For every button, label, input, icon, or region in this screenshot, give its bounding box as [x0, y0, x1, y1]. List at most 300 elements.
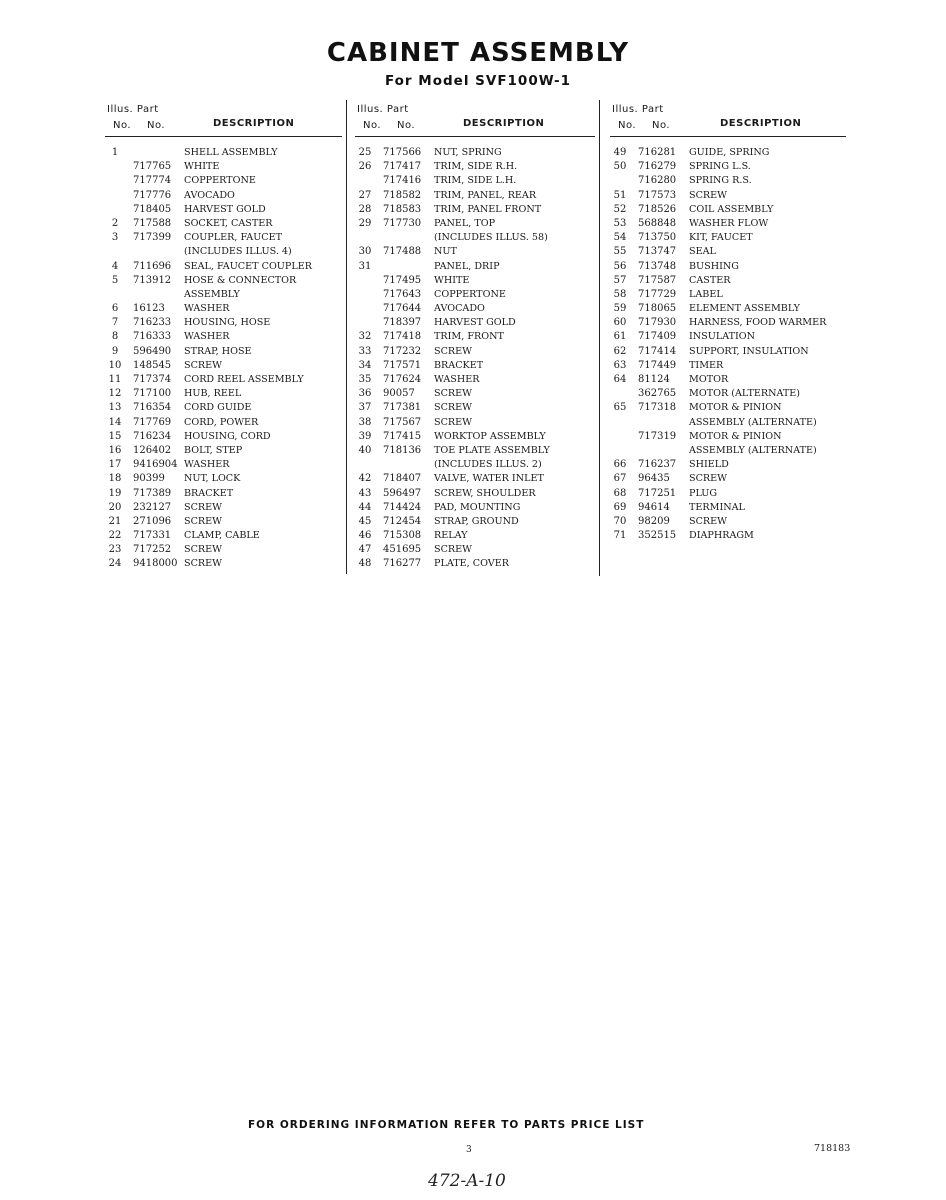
part-number: 715308 [383, 530, 422, 542]
part-number: 717252 [133, 544, 172, 556]
table-row [610, 345, 846, 359]
part-number: 232127 [133, 501, 172, 513]
illus-number: 45 [358, 515, 372, 527]
illus-number: 36 [358, 388, 372, 400]
header-part-no: No. [397, 120, 416, 131]
illus-number: 48 [358, 558, 372, 570]
part-number: 717588 [133, 217, 172, 229]
part-description: KIT, FAUCET [689, 232, 753, 244]
part-number: 717251 [638, 487, 677, 499]
part-number: 717774 [133, 175, 172, 187]
part-description: WASHER [184, 459, 230, 471]
part-description: NUT [434, 246, 457, 258]
illus-number: 65 [613, 402, 627, 414]
table-row [105, 529, 342, 543]
part-description: HUB, REEL [184, 388, 242, 400]
parts-column-1 [105, 100, 342, 572]
part-description: BOLT, STEP [184, 444, 243, 456]
table-row [355, 359, 595, 373]
part-description: ASSEMBLY [184, 288, 240, 300]
table-row [105, 330, 342, 344]
illus-number: 58 [613, 288, 627, 300]
part-description: TRIM, FRONT [434, 331, 504, 343]
table-row [610, 472, 846, 486]
part-description: ASSEMBLY (ALTERNATE) [689, 416, 817, 428]
table-row [610, 288, 846, 302]
illus-number: 10 [108, 359, 122, 371]
part-description: CORD REEL ASSEMBLY [184, 374, 304, 385]
table-header [105, 100, 342, 137]
illus-number: 60 [613, 317, 627, 329]
table-row [610, 458, 846, 472]
table-row [105, 444, 342, 458]
part-description: HOSE & CONNECTOR [184, 274, 297, 286]
part-number: 94614 [638, 501, 670, 513]
part-description: MOTOR [689, 374, 729, 385]
illus-number: 70 [613, 515, 627, 527]
table-row [355, 444, 595, 458]
part-description: NUT, SPRING [434, 147, 502, 158]
part-description: SCREW [434, 388, 473, 400]
table-row [610, 302, 846, 316]
header-part-no: No. [147, 120, 166, 131]
part-description: SEAL [689, 246, 716, 258]
table-row [355, 160, 595, 174]
part-number: 717232 [383, 345, 422, 357]
table-row [105, 458, 342, 472]
table-row [355, 288, 595, 302]
part-number: 98209 [638, 515, 670, 527]
part-number: 718136 [383, 444, 422, 456]
table-row [105, 401, 342, 415]
table-row [355, 330, 595, 344]
illus-number: 55 [613, 246, 627, 258]
illus-number: 47 [358, 544, 372, 556]
table-row [355, 203, 595, 217]
part-number: 717331 [133, 530, 172, 542]
table-row [610, 401, 846, 415]
illus-number: 1 [111, 147, 119, 158]
illus-number: 56 [613, 260, 627, 272]
part-description: INSULATION [689, 331, 756, 343]
illus-number: 22 [108, 530, 122, 542]
part-number: 714424 [383, 501, 422, 513]
part-description: MOTOR & PINION [689, 402, 782, 414]
part-description: ASSEMBLY (ALTERNATE) [689, 444, 817, 456]
part-number: 717624 [383, 374, 422, 385]
table-row [105, 543, 342, 557]
illus-number: 40 [358, 444, 372, 456]
part-number: 596497 [383, 487, 422, 499]
part-description: HOUSING, CORD [184, 430, 271, 442]
table-row [610, 146, 846, 160]
table-row [105, 345, 342, 359]
table-row [105, 430, 342, 444]
illus-number: 62 [613, 345, 627, 357]
part-description: (INCLUDES ILLUS. 58) [434, 232, 548, 244]
table-header [355, 100, 595, 137]
illus-number: 14 [108, 416, 122, 428]
part-number: 96435 [638, 473, 670, 485]
header-illus-part: Illus. Part [107, 104, 159, 115]
illus-number: 49 [613, 147, 627, 158]
illus-number: 15 [108, 430, 122, 442]
illus-number: 68 [613, 487, 627, 499]
parts-rows [105, 146, 342, 572]
table-row [610, 245, 846, 259]
part-description: COPPERTONE [184, 175, 256, 187]
table-row [610, 231, 846, 245]
part-description: MOTOR (ALTERNATE) [689, 388, 801, 400]
part-number: 717399 [133, 232, 172, 244]
illus-number: 34 [358, 359, 372, 371]
part-description: CORD, POWER [184, 416, 259, 428]
table-row [355, 472, 595, 486]
part-number: 81124 [638, 374, 670, 385]
parts-rows [355, 146, 595, 572]
table-row [610, 160, 846, 174]
header-illus-no: No. [113, 120, 132, 131]
illus-number: 29 [358, 217, 372, 229]
part-number: 90057 [383, 388, 415, 400]
table-row [105, 472, 342, 486]
part-number: 271096 [133, 515, 172, 527]
part-number: 9416904 [133, 459, 178, 471]
part-description: TIMER [689, 359, 724, 371]
part-number: 717643 [383, 288, 422, 300]
illus-number: 12 [108, 388, 122, 400]
table-row [355, 274, 595, 288]
part-number: 717587 [638, 274, 677, 286]
part-number: 718407 [383, 473, 422, 485]
part-number: 352515 [638, 530, 677, 542]
illus-number: 17 [108, 459, 122, 471]
part-number: 717415 [383, 430, 422, 442]
table-row [355, 401, 595, 415]
part-description: SCREW [184, 501, 223, 513]
part-description: SCREW [434, 416, 473, 428]
illus-number: 23 [108, 544, 122, 556]
part-number: 717769 [133, 416, 172, 428]
table-row [355, 189, 595, 203]
table-row [355, 515, 595, 529]
part-number: 126402 [133, 444, 172, 456]
part-number: 716234 [133, 430, 172, 442]
part-description: SHELL ASSEMBLY [184, 147, 278, 158]
table-row [610, 174, 846, 188]
illus-number: 8 [111, 331, 119, 343]
column-divider [346, 100, 347, 574]
part-number: 717495 [383, 274, 422, 286]
part-description: COIL ASSEMBLY [689, 203, 774, 215]
part-number: 717417 [383, 161, 422, 173]
illus-number: 44 [358, 501, 372, 513]
part-description: SUPPORT, INSULATION [689, 345, 809, 357]
part-number: 362765 [638, 388, 677, 400]
part-description: SHIELD [689, 459, 729, 471]
illus-number: 21 [108, 515, 122, 527]
part-number: 717488 [383, 246, 422, 258]
illus-number: 39 [358, 430, 372, 442]
part-description: CORD GUIDE [184, 402, 252, 414]
table-row [105, 160, 342, 174]
illus-number: 59 [613, 303, 627, 315]
table-row [610, 387, 846, 401]
table-row [610, 316, 846, 330]
table-row [355, 458, 595, 472]
part-number: 717449 [638, 359, 677, 371]
part-number: 718582 [383, 189, 422, 201]
part-description: GUIDE, SPRING [689, 147, 770, 158]
illus-number: 35 [358, 374, 372, 385]
table-row [105, 387, 342, 401]
illus-number: 67 [613, 473, 627, 485]
column-divider [599, 100, 600, 576]
part-description: STRAP, GROUND [434, 515, 519, 527]
illus-number: 66 [613, 459, 627, 471]
header-illus-no: No. [618, 120, 637, 131]
illus-number: 30 [358, 246, 372, 258]
part-description: WORKTOP ASSEMBLY [434, 430, 546, 442]
illus-number: 61 [613, 331, 627, 343]
part-description: TRIM, PANEL FRONT [434, 203, 542, 215]
part-description: PLATE, COVER [434, 558, 509, 570]
illus-number: 43 [358, 487, 372, 499]
table-row [105, 174, 342, 188]
page-title: CABINET ASSEMBLY [326, 38, 630, 68]
part-number: 718065 [638, 303, 677, 315]
part-description: TOE PLATE ASSEMBLY [434, 444, 550, 456]
illus-number: 2 [111, 217, 119, 229]
part-description: SCREW [689, 189, 728, 201]
page-number: 3 [466, 1145, 472, 1155]
part-number: 90399 [133, 473, 165, 485]
table-row [355, 501, 595, 515]
part-number: 717729 [638, 288, 677, 300]
illus-number: 53 [613, 217, 627, 229]
illus-number: 32 [358, 331, 372, 343]
part-description: SCREW [689, 473, 728, 485]
part-number: 713912 [133, 274, 172, 286]
illus-number: 42 [358, 473, 372, 485]
illus-number: 24 [108, 558, 122, 570]
table-row [105, 231, 342, 245]
table-row [610, 529, 846, 543]
part-number: 717571 [383, 359, 422, 371]
illus-number: 50 [613, 161, 627, 173]
illus-number: 71 [613, 530, 627, 542]
part-description: BRACKET [434, 359, 484, 371]
table-row [610, 359, 846, 373]
table-row [355, 245, 595, 259]
part-description: COPPERTONE [434, 288, 506, 300]
part-description: SEAL, FAUCET COUPLER [184, 260, 312, 272]
illus-number: 37 [358, 402, 372, 414]
illus-number: 11 [108, 374, 122, 385]
part-number: 713750 [638, 232, 677, 244]
part-description: TRIM, PANEL, REAR [434, 189, 537, 201]
table-row [105, 260, 342, 274]
part-description: AVOCADO [434, 303, 485, 315]
illus-number: 33 [358, 345, 372, 357]
table-row [105, 288, 342, 302]
table-row [355, 146, 595, 160]
illus-number: 25 [358, 147, 372, 158]
part-number: 717930 [638, 317, 677, 329]
table-row [355, 217, 595, 231]
part-description: WHITE [184, 161, 220, 173]
illus-number: 6 [111, 303, 119, 315]
illus-number: 31 [358, 260, 372, 272]
part-number: 717567 [383, 416, 422, 428]
part-number: 717416 [383, 175, 422, 187]
part-description: WHITE [434, 274, 470, 286]
table-row [355, 174, 595, 188]
part-number: 716280 [638, 175, 677, 187]
part-description: SCREW [184, 515, 223, 527]
part-number: 718397 [383, 317, 422, 329]
table-row [355, 557, 595, 571]
table-row [355, 302, 595, 316]
illus-number: 54 [613, 232, 627, 244]
part-number: 713747 [638, 246, 677, 258]
illus-number: 26 [358, 161, 372, 173]
table-row [610, 501, 846, 515]
table-row [105, 203, 342, 217]
illus-number: 4 [111, 260, 119, 272]
table-row [105, 359, 342, 373]
part-description: WASHER [434, 374, 480, 385]
table-row [355, 316, 595, 330]
table-row [105, 245, 342, 259]
part-number: 718583 [383, 203, 422, 215]
header-illus-no: No. [363, 120, 382, 131]
table-row [355, 430, 595, 444]
part-description: NUT, LOCK [184, 473, 241, 485]
header-description: DESCRIPTION [463, 118, 545, 129]
table-row [610, 416, 846, 430]
part-description: VALVE, WATER INLET [434, 473, 544, 485]
part-description: TRIM, SIDE L.H. [434, 175, 517, 187]
part-description: PANEL, DRIP [434, 260, 500, 272]
part-description: TERMINAL [689, 501, 745, 513]
table-row [355, 416, 595, 430]
part-number: 716281 [638, 147, 677, 158]
table-row [355, 387, 595, 401]
parts-rows [610, 146, 846, 543]
part-description: BRACKET [184, 487, 234, 499]
table-row [105, 274, 342, 288]
part-number: 148545 [133, 359, 172, 371]
part-description: COUPLER, FAUCET [184, 232, 283, 244]
table-row [355, 231, 595, 245]
header-part-no: No. [652, 120, 671, 131]
table-row [610, 203, 846, 217]
part-number: 717573 [638, 189, 677, 201]
table-row [355, 487, 595, 501]
part-description: SCREW, SHOULDER [434, 487, 536, 499]
illus-number: 57 [613, 274, 627, 286]
table-row [105, 557, 342, 571]
illus-number: 18 [108, 473, 122, 485]
part-number: 713748 [638, 260, 677, 272]
illus-number: 64 [613, 374, 627, 385]
part-description: WASHER [184, 303, 230, 315]
part-description: (INCLUDES ILLUS. 2) [434, 459, 542, 471]
part-description: HOUSING, HOSE [184, 317, 271, 329]
table-row [610, 260, 846, 274]
table-row [105, 373, 342, 387]
part-number: 718526 [638, 203, 677, 215]
part-description: SOCKET, CASTER [184, 217, 273, 229]
table-row [610, 430, 846, 444]
illus-number: 19 [108, 487, 122, 499]
illus-number: 5 [111, 274, 119, 286]
ordering-note: FOR ORDERING INFORMATION REFER TO PARTS PRICE LIST [248, 1119, 645, 1131]
part-description: SCREW [434, 402, 473, 414]
part-number: 717644 [383, 303, 422, 315]
part-description: SPRING R.S. [689, 175, 752, 187]
part-number: 718405 [133, 203, 172, 215]
table-row [355, 543, 595, 557]
part-description: SCREW [184, 544, 223, 556]
part-description: LABEL [689, 288, 723, 300]
part-description: HARVEST GOLD [434, 317, 516, 329]
illus-number: 3 [111, 232, 119, 244]
part-description: WASHER [184, 331, 230, 343]
illus-number: 9 [111, 345, 119, 357]
page-subtitle: For Model SVF100W-1 [384, 73, 572, 89]
illus-number: 46 [358, 530, 372, 542]
table-row [105, 146, 342, 160]
part-number: 716279 [638, 161, 677, 173]
part-number: 716233 [133, 317, 172, 329]
illus-number: 13 [108, 402, 122, 414]
table-row [355, 373, 595, 387]
table-row [610, 274, 846, 288]
part-number: 717318 [638, 402, 677, 414]
part-description: CASTER [689, 274, 731, 286]
part-description: RELAY [434, 530, 468, 542]
part-number: 717776 [133, 189, 172, 201]
table-row [105, 302, 342, 316]
header-description: DESCRIPTION [213, 118, 295, 129]
illus-number: 51 [613, 189, 627, 201]
illus-number: 52 [613, 203, 627, 215]
part-number: 717418 [383, 331, 422, 343]
part-number: 716333 [133, 331, 172, 343]
part-description: SCREW [434, 544, 473, 556]
part-description: SCREW [434, 345, 473, 357]
part-number: 716237 [638, 459, 677, 471]
part-number: 717730 [383, 217, 422, 229]
table-row [610, 217, 846, 231]
illus-number: 20 [108, 501, 122, 513]
table-row [610, 189, 846, 203]
document-number: 718183 [814, 1143, 851, 1154]
part-description: ELEMENT ASSEMBLY [689, 303, 800, 315]
table-row [105, 416, 342, 430]
table-row [610, 444, 846, 458]
table-row [355, 260, 595, 274]
part-number: 716354 [133, 402, 172, 414]
part-description: HARVEST GOLD [184, 203, 266, 215]
table-row [355, 529, 595, 543]
part-number: 717566 [383, 147, 422, 158]
part-description: CLAMP, CABLE [184, 530, 260, 542]
part-description: BUSHING [689, 260, 739, 272]
part-description: SCREW [184, 359, 223, 371]
